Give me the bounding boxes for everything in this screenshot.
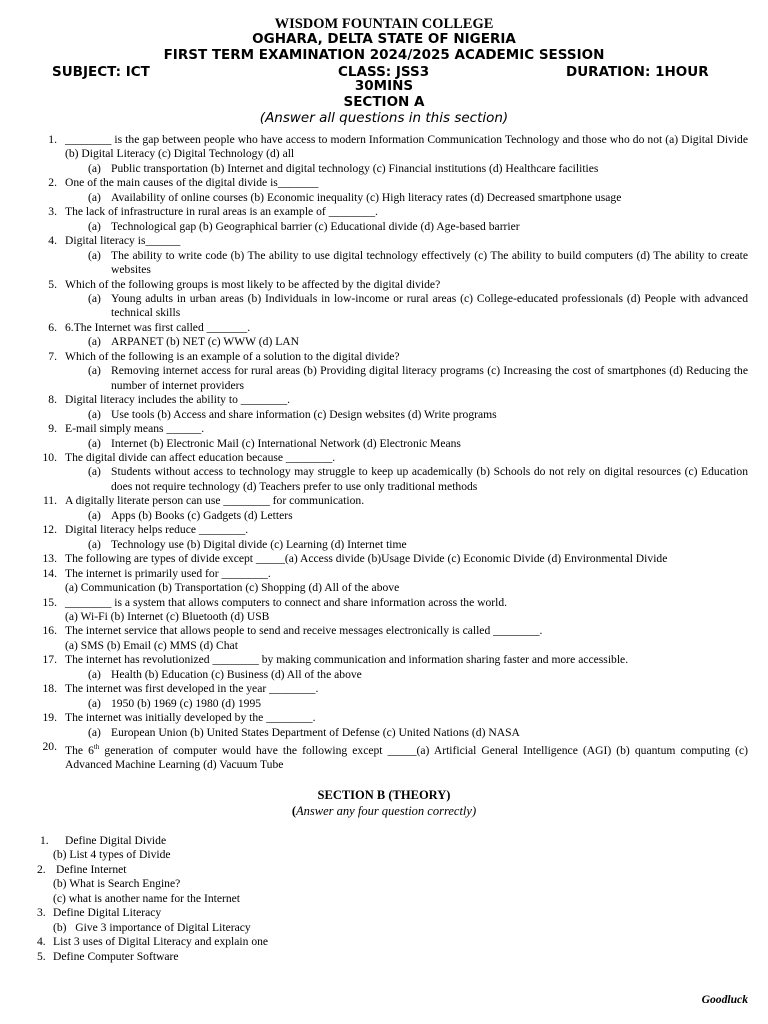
options-text: European Union (b) United States Department of Defense (c) United Nations (d) NASA bbox=[111, 725, 520, 739]
question-text-suffix: generation of computer would have the following except _____(a) Artificial General Intelligence (AGI) (b) quantum computing (c) Advanced Machine Learning (d) Vacuum Tube bbox=[65, 743, 748, 772]
instruction-open-paren: ( bbox=[291, 804, 297, 818]
question-text: ________ is a system that allows computers to connect and share information across the world. bbox=[65, 595, 508, 609]
option-label: (a) bbox=[88, 465, 101, 479]
option-label: (a) bbox=[88, 407, 101, 421]
options-text: Use tools (b) Access and share information (c) Design websites (d) Write programs bbox=[111, 407, 497, 421]
question-number: 2. bbox=[48, 176, 57, 190]
options-text: Technological gap (b) Geographical barrier (c) Educational divide (d) Age-based barrier bbox=[111, 219, 520, 233]
question-8 bbox=[37, 393, 748, 407]
question-text: The internet service that allows people to send and receive messages electronically is called ________. bbox=[65, 624, 543, 638]
options-text: Apps (b) Books (c) Gadgets (d) Letters bbox=[111, 508, 293, 522]
question-number: 1. bbox=[48, 133, 57, 146]
question-3 bbox=[37, 205, 748, 219]
theory-number: 3. bbox=[37, 906, 46, 920]
question-number: 8. bbox=[48, 393, 57, 407]
question-1-options bbox=[37, 162, 748, 176]
theory-number: 4. bbox=[37, 935, 46, 949]
theory-line-4 bbox=[0, 935, 768, 949]
question-18-options bbox=[37, 697, 748, 711]
theory-number: 5. bbox=[37, 949, 46, 963]
question-text: The lack of infrastructure in rural areas is an example of ________. bbox=[65, 205, 378, 219]
college-location: OGHARA, DELTA STATE OF NIGERIA bbox=[252, 31, 516, 47]
question-text: Digital literacy helps reduce ________. bbox=[65, 523, 249, 537]
section-a-instruction: (Answer all questions in this section) bbox=[259, 110, 509, 126]
question-5 bbox=[37, 278, 748, 292]
question-10 bbox=[37, 451, 748, 465]
duration-label: DURATION: 1HOUR bbox=[566, 64, 709, 80]
options-text: ARPANET (b) NET (c) WWW (d) LAN bbox=[111, 335, 300, 349]
option-label: (a) bbox=[88, 335, 101, 349]
question-text: The internet is primarily used for ________. bbox=[65, 566, 271, 580]
question-text: The following are types of divide except _____(a) Access divide (b)Usage Divide (c) Economic Divide (d) Environmental Divide bbox=[65, 552, 668, 566]
question-11 bbox=[37, 494, 748, 508]
college-name: WISDOM FOUNTAIN COLLEGE bbox=[274, 16, 494, 32]
question-text-prefix: The 6 bbox=[65, 743, 94, 757]
theory-text: Define Computer Software bbox=[53, 949, 179, 963]
question-text: 6.The Internet was first called _______. bbox=[65, 320, 251, 334]
question-number: 20. bbox=[42, 740, 57, 754]
question-7-options bbox=[37, 364, 748, 393]
question-9 bbox=[37, 422, 748, 436]
question-9-options bbox=[37, 437, 748, 451]
question-15-options: (a) Wi-Fi (b) Internet (c) Bluetooth (d) USB bbox=[65, 609, 270, 623]
theory-number: 1. bbox=[40, 834, 49, 847]
duration-continuation: 30MINS bbox=[354, 78, 414, 94]
question-12 bbox=[37, 523, 748, 537]
question-19 bbox=[37, 711, 748, 725]
question-16-options: (a) SMS (b) Email (c) MMS (d) Chat bbox=[65, 638, 238, 652]
theory-text: List 3 uses of Digital Literacy and explain one bbox=[53, 935, 269, 949]
question-text bbox=[65, 744, 748, 771]
question-16 bbox=[37, 624, 748, 638]
question-5-options bbox=[37, 292, 748, 321]
theory-text: (c) what is another name for the Internet bbox=[53, 891, 241, 905]
question-text: The internet was initially developed by the ________. bbox=[65, 711, 316, 725]
question-text: Which of the following is an example of a solution to the digital divide? bbox=[65, 349, 400, 363]
question-10-options bbox=[37, 465, 748, 494]
theory-text: (b) What is Search Engine? bbox=[53, 877, 181, 891]
option-label: (a) bbox=[88, 161, 101, 175]
question-2 bbox=[37, 176, 748, 190]
question-6 bbox=[37, 321, 748, 335]
question-4-options bbox=[37, 249, 748, 278]
theory-text: (b) List 4 types of Divide bbox=[53, 848, 171, 862]
superscript-th: th bbox=[93, 743, 100, 752]
options-text: Removing internet access for rural areas (b) Providing digital literacy programs (c) Increasing the cost of smartphones (d) Reducing the number of internet providers bbox=[111, 364, 748, 392]
question-20 bbox=[37, 740, 748, 773]
section-a-questions bbox=[37, 133, 748, 773]
theory-text: Define Digital Literacy bbox=[53, 906, 162, 920]
theory-line-1b bbox=[0, 848, 768, 862]
option-label: (a) bbox=[88, 190, 101, 204]
question-17 bbox=[37, 653, 748, 667]
options-text: Health (b) Education (c) Business (d) All of the above bbox=[111, 667, 362, 681]
option-label: (a) bbox=[88, 696, 101, 710]
section-b-questions bbox=[0, 834, 768, 964]
question-number: 12. bbox=[42, 523, 57, 537]
theory-line-2c bbox=[0, 892, 768, 906]
options-text: Students without access to technology may struggle to keep up academically (b) Schools do not rely on digital resources (c) Education does not require technology (d) Teachers prefer to use only traditional methods bbox=[111, 465, 748, 493]
question-number: 14. bbox=[42, 566, 57, 580]
question-text: One of the main causes of the digital divide is_______ bbox=[65, 176, 319, 190]
question-19-options bbox=[37, 726, 748, 740]
option-label: (a) bbox=[88, 291, 101, 305]
section-a-title: SECTION A bbox=[343, 94, 425, 110]
theory-line-1 bbox=[0, 834, 768, 848]
question-2-options bbox=[37, 191, 748, 205]
question-number: 5. bbox=[48, 277, 57, 291]
question-number: 7. bbox=[48, 349, 57, 363]
question-text: The digital divide can affect education because ________. bbox=[65, 450, 336, 464]
question-14-options: (a) Communication (b) Transportation (c) Shopping (d) All of the above bbox=[65, 581, 400, 595]
question-number: 9. bbox=[48, 422, 57, 436]
question-number: 19. bbox=[42, 711, 57, 725]
question-8-options bbox=[37, 408, 748, 422]
question-text: ________ is the gap between people who have access to modern Information Communication Technology and those who do not (a) Digital Divide (b) Digital Literacy (c) Digital Technology (d) all bbox=[65, 133, 748, 161]
options-text: 1950 (b) 1969 (c) 1980 (d) 1995 bbox=[111, 696, 262, 710]
question-text: A digitally literate person can use ________ for communication. bbox=[65, 494, 365, 508]
question-1 bbox=[37, 133, 748, 162]
question-text: Which of the following groups is most likely to be affected by the digital divide? bbox=[65, 277, 441, 291]
question-17-options bbox=[37, 668, 748, 682]
options-text: The ability to write code (b) The ability to use digital technology effectively (c) The ability to build computers (d) The ability to create websites bbox=[111, 248, 748, 277]
option-label: (a) bbox=[88, 364, 101, 378]
question-18 bbox=[37, 682, 748, 696]
options-text: Internet (b) Electronic Mail (c) International Network (d) Electronic Means bbox=[111, 436, 461, 450]
option-label: (a) bbox=[88, 537, 101, 551]
theory-line-2 bbox=[0, 863, 768, 877]
goodluck-text: Goodluck bbox=[701, 993, 748, 1006]
theory-text: Define Digital Divide bbox=[65, 834, 167, 847]
question-number: 4. bbox=[48, 234, 57, 248]
instruction-text: Answer any four question correctly) bbox=[296, 804, 477, 818]
option-label: (a) bbox=[88, 725, 101, 739]
question-6-options bbox=[37, 335, 748, 349]
question-number: 6. bbox=[48, 320, 57, 334]
question-7 bbox=[37, 350, 748, 364]
question-12-options bbox=[37, 538, 748, 552]
option-label: (a) bbox=[88, 248, 101, 262]
question-text: Digital literacy includes the ability to ________. bbox=[65, 393, 291, 407]
question-text: The internet has revolutionized ________ by making communication and information sharing faster and more accessible. bbox=[65, 653, 629, 667]
theory-line-5 bbox=[0, 950, 768, 964]
question-number: 11. bbox=[42, 494, 57, 508]
question-3-options bbox=[37, 220, 748, 234]
question-text: E-mail simply means ______. bbox=[65, 422, 205, 436]
question-number: 15. bbox=[42, 595, 57, 609]
option-label: (a) bbox=[88, 508, 101, 522]
option-label: (a) bbox=[88, 667, 101, 681]
option-label: (a) bbox=[88, 219, 101, 233]
question-number: 3. bbox=[48, 205, 57, 219]
options-text: Young adults in urban areas (b) Individuals in low-income or rural areas (c) College-educated professionals (d) People with advanced technical skills bbox=[111, 291, 748, 320]
question-text: Digital literacy is______ bbox=[65, 234, 181, 248]
theory-line-3b bbox=[0, 921, 768, 935]
question-4 bbox=[37, 234, 748, 248]
options-text: Public transportation (b) Internet and digital technology (c) Financial institutions (d) Healthcare facilities bbox=[111, 161, 599, 175]
class-label: CLASS: JSS3 bbox=[338, 64, 430, 80]
options-text: Availability of online courses (b) Economic inequality (c) High literacy rates (d) Decreased smartphone usage bbox=[111, 190, 622, 204]
theory-line-3 bbox=[0, 906, 768, 920]
theory-line-2b bbox=[0, 877, 768, 891]
theory-text: Define Internet bbox=[56, 862, 127, 876]
question-14 bbox=[37, 567, 748, 581]
section-b-title: SECTION B (THEORY) bbox=[317, 788, 451, 802]
question-number: 10. bbox=[42, 450, 57, 464]
theory-number: 2. bbox=[37, 862, 46, 876]
options-text: Technology use (b) Digital divide (c) Learning (d) Internet time bbox=[111, 537, 407, 551]
question-15 bbox=[37, 596, 748, 610]
exam-title: FIRST TERM EXAMINATION 2024/2025 ACADEMIC SESSION bbox=[163, 47, 605, 63]
question-11-options bbox=[37, 509, 748, 523]
option-label: (a) bbox=[88, 436, 101, 450]
question-number: 16. bbox=[42, 624, 57, 638]
question-number: 18. bbox=[42, 682, 57, 696]
question-number: 13. bbox=[42, 552, 57, 566]
subject-label: SUBJECT: ICT bbox=[52, 64, 150, 80]
theory-text: (b) Give 3 importance of Digital Literacy bbox=[53, 920, 251, 934]
question-number: 17. bbox=[42, 653, 57, 667]
section-b-instruction bbox=[0, 804, 768, 819]
question-text: The internet was first developed in the year ________. bbox=[65, 682, 319, 696]
question-13 bbox=[37, 552, 748, 566]
